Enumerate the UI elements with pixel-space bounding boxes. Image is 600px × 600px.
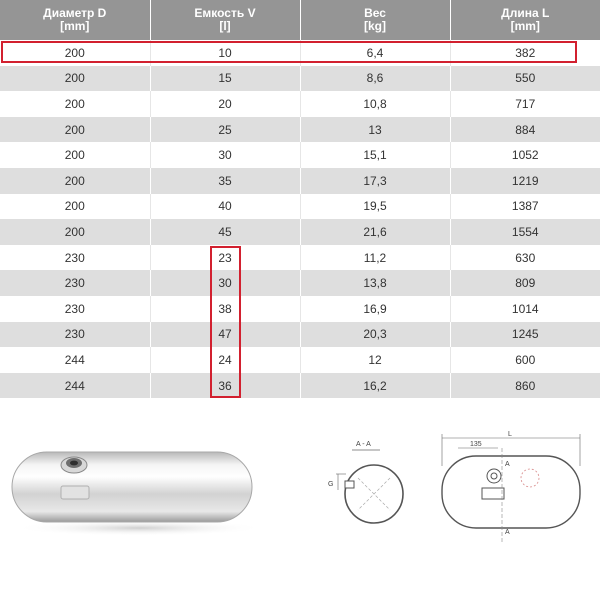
dim-135-label: 135: [470, 441, 482, 448]
cell-weight: 20,3: [300, 322, 450, 348]
cell-diameter: 230: [0, 322, 150, 348]
cell-weight: 13: [300, 117, 450, 143]
table-row: [0, 296, 600, 322]
section-label: A - A: [356, 441, 371, 448]
cell-length: 809: [450, 270, 600, 296]
cell-capacity: 30: [150, 142, 300, 168]
cell-diameter: 200: [0, 117, 150, 143]
cell-capacity: 45: [150, 219, 300, 245]
cell-capacity: 24: [150, 347, 300, 373]
header-diameter: Диаметр D [mm]: [0, 0, 150, 40]
cell-diameter: 230: [0, 296, 150, 322]
cell-weight: 11,2: [300, 245, 450, 271]
cell-capacity: 15: [150, 66, 300, 92]
cell-weight: 8,6: [300, 66, 450, 92]
table-row: [0, 245, 600, 271]
cell-length: 1052: [450, 142, 600, 168]
cell-capacity: 40: [150, 194, 300, 220]
cell-capacity: 25: [150, 117, 300, 143]
cell-diameter: 244: [0, 373, 150, 399]
cell-capacity: 47: [150, 322, 300, 348]
section-drawing: [318, 432, 418, 542]
cell-diameter: 200: [0, 194, 150, 220]
cell-capacity: 38: [150, 296, 300, 322]
table-row: [0, 322, 600, 348]
cell-length: 382: [450, 40, 600, 66]
cell-weight: 6,4: [300, 40, 450, 66]
cell-length: 717: [450, 91, 600, 117]
cell-weight: 19,5: [300, 194, 450, 220]
cell-diameter: 200: [0, 168, 150, 194]
cell-capacity: 36: [150, 373, 300, 399]
cell-weight: 15,1: [300, 142, 450, 168]
table-row: [0, 40, 600, 66]
table-row: [0, 347, 600, 373]
table-row: [0, 373, 600, 399]
cell-capacity: 20: [150, 91, 300, 117]
section-mark-bottom: A: [505, 529, 510, 536]
header-length: Длина L [mm]: [450, 0, 600, 40]
cell-capacity: 35: [150, 168, 300, 194]
dim-length-label: L: [508, 431, 512, 438]
table-row: [0, 194, 600, 220]
cell-length: 1245: [450, 322, 600, 348]
cell-capacity: 23: [150, 245, 300, 271]
cell-weight: 16,2: [300, 373, 450, 399]
table-row: [0, 66, 600, 92]
cell-weight: 21,6: [300, 219, 450, 245]
cell-weight: 12: [300, 347, 450, 373]
cell-length: 1387: [450, 194, 600, 220]
cell-length: 1219: [450, 168, 600, 194]
cell-length: 860: [450, 373, 600, 399]
cell-diameter: 230: [0, 245, 150, 271]
cell-length: 600: [450, 347, 600, 373]
cell-diameter: 244: [0, 347, 150, 373]
table-row: [0, 91, 600, 117]
cell-diameter: 200: [0, 91, 150, 117]
tank-photo: [8, 440, 270, 540]
cell-length: 1554: [450, 219, 600, 245]
table-row: [0, 142, 600, 168]
cell-capacity: 10: [150, 40, 300, 66]
cell-weight: 16,9: [300, 296, 450, 322]
cell-diameter: 200: [0, 40, 150, 66]
cell-length: 550: [450, 66, 600, 92]
side-drawing: [436, 426, 586, 548]
header-weight: Вес [kg]: [300, 0, 450, 40]
section-mark-top: A: [505, 461, 510, 468]
header-capacity: Емкость V [l]: [150, 0, 300, 40]
cell-length: 630: [450, 245, 600, 271]
cell-diameter: 230: [0, 270, 150, 296]
cell-diameter: 200: [0, 219, 150, 245]
cell-diameter: 200: [0, 142, 150, 168]
dim-small-label: G: [328, 481, 334, 488]
table-row: [0, 117, 600, 143]
table-row: [0, 270, 600, 296]
cell-weight: 10,8: [300, 91, 450, 117]
cell-capacity: 30: [150, 270, 300, 296]
cell-weight: 13,8: [300, 270, 450, 296]
cell-length: 1014: [450, 296, 600, 322]
table-row: [0, 219, 600, 245]
table-header-row: [0, 0, 600, 40]
cell-diameter: 200: [0, 66, 150, 92]
cell-length: 884: [450, 117, 600, 143]
table-row: [0, 168, 600, 194]
cell-weight: 17,3: [300, 168, 450, 194]
